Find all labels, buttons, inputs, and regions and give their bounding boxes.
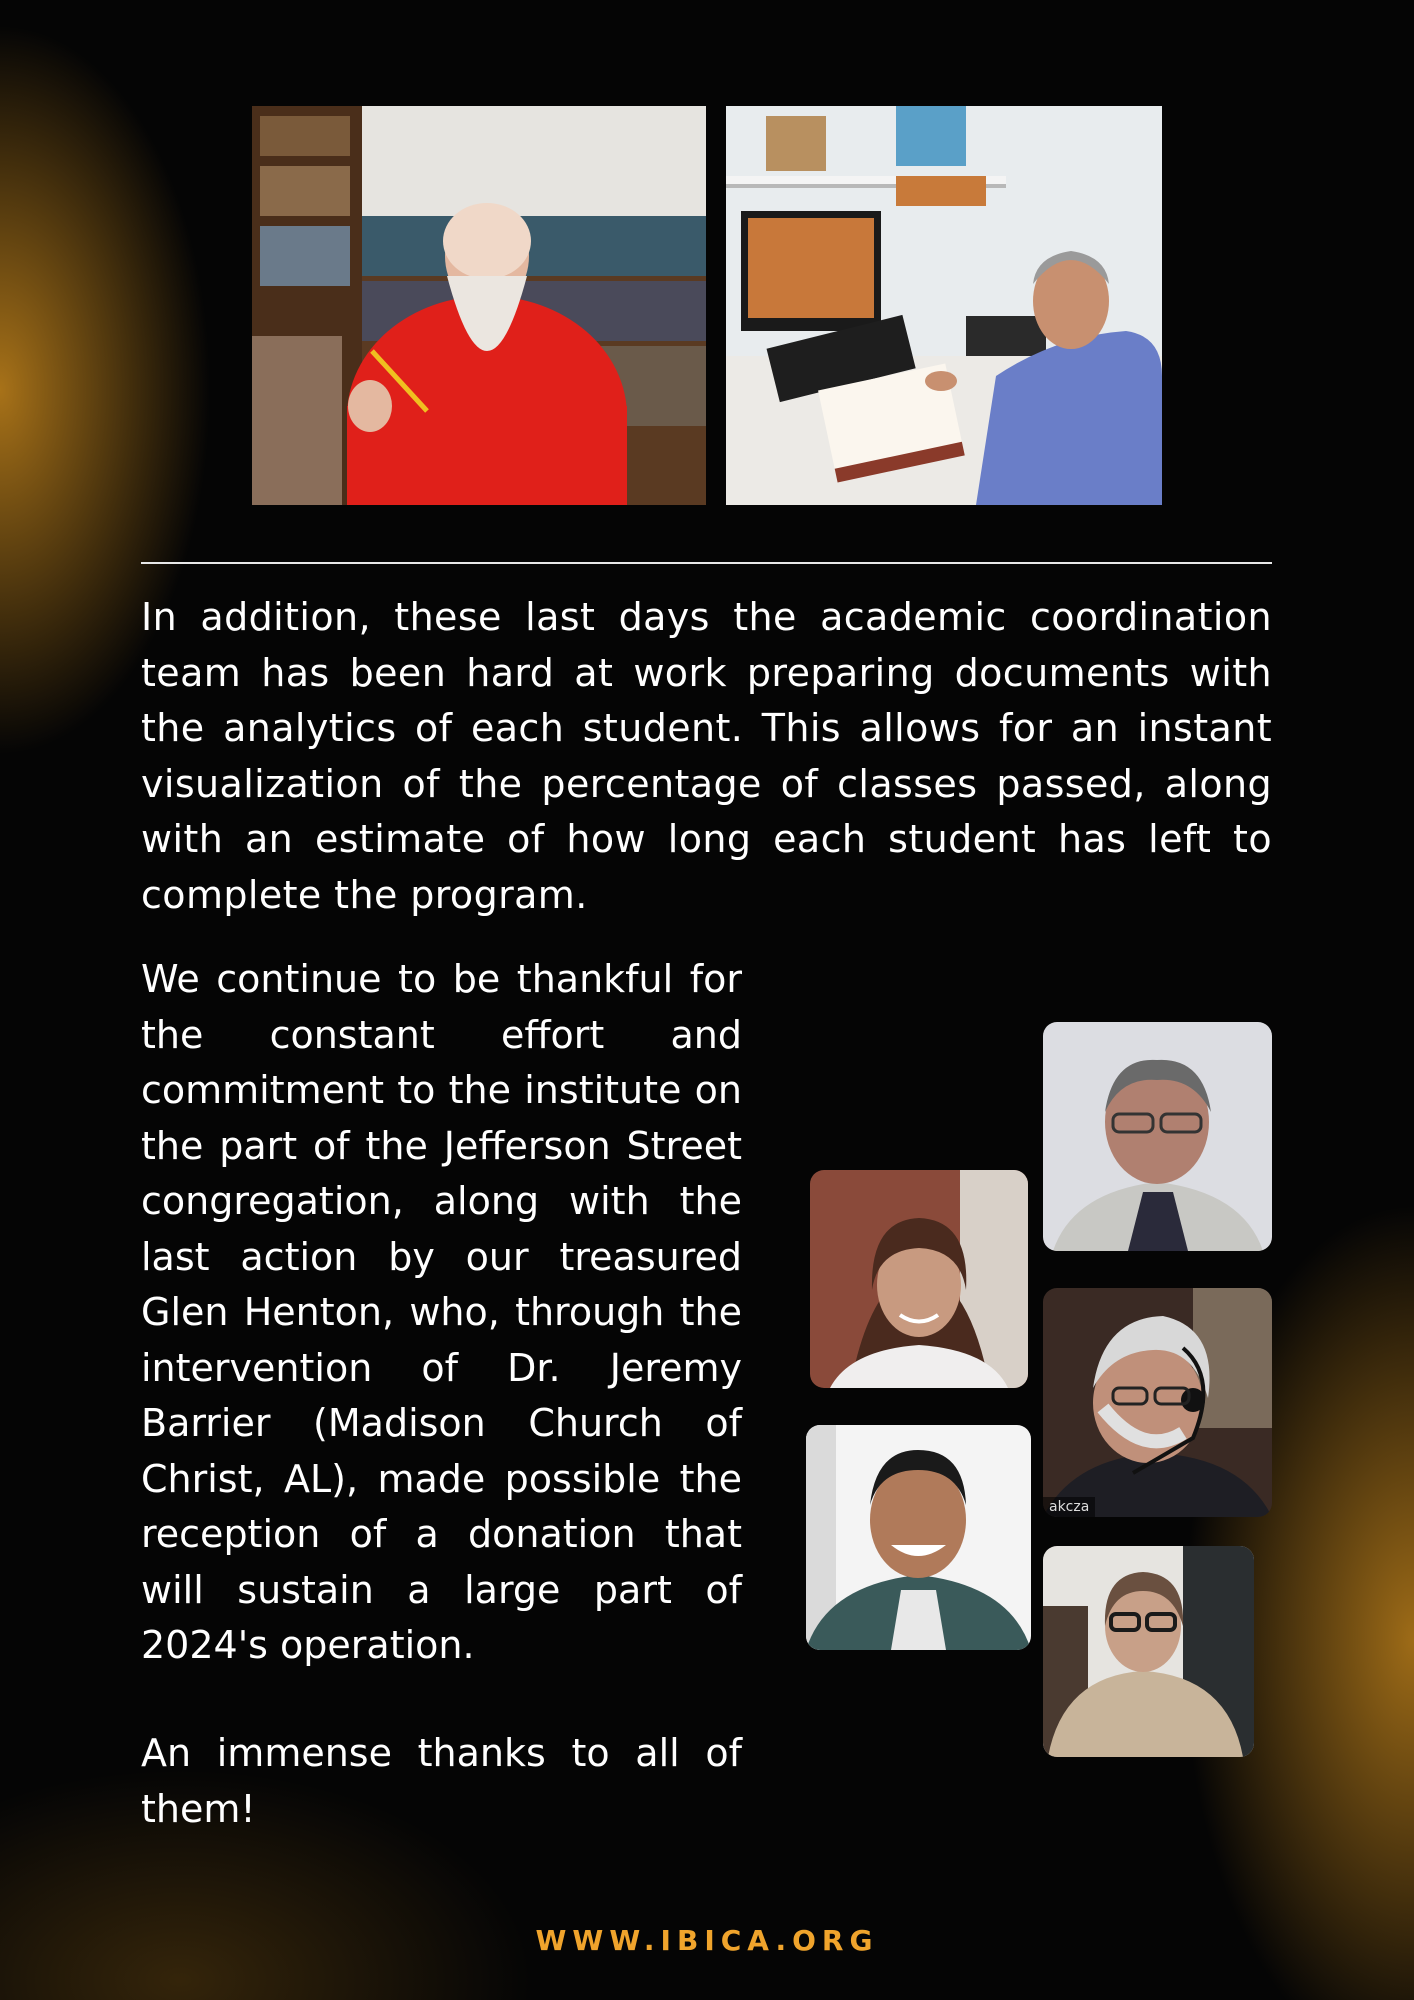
photo-participant-4: [806, 1425, 1031, 1650]
footer-website[interactable]: WWW.IBICA.ORG: [535, 1924, 879, 1957]
photo-participant-3: [1043, 1288, 1272, 1517]
photo-participant-1: [1043, 1022, 1272, 1251]
video-name-tag: akcza: [1043, 1497, 1095, 1517]
section-divider: [141, 562, 1272, 564]
photo-participant-5: [1043, 1546, 1254, 1757]
photo-bearded-man: [252, 106, 706, 505]
paragraph-analytics: In addition, these last days the academic coordination team has been hard at work preparing documents with the analytics of each student. This allows for an instant visualization of the percentage of classes passed, along with an estimate of how long each student has left to complete the program.: [141, 595, 1272, 917]
photo-man-at-desk: [726, 106, 1162, 505]
paragraph-immense-thanks: An immense thanks to all of them!: [141, 1731, 742, 1831]
photo-participant-2: [810, 1170, 1028, 1388]
paragraph-thanks-congregation: We continue to be thankful for the constant effort and commitment to the institute on the part of the Jefferson Street congregation, along with the last action by our treasured Glen Henton, who, through the intervention of Dr. Jeremy Barrier (Madison Church of Christ, AL), made possible the reception of a donation that will sustain a large part of 2024's operation.: [141, 957, 742, 1667]
